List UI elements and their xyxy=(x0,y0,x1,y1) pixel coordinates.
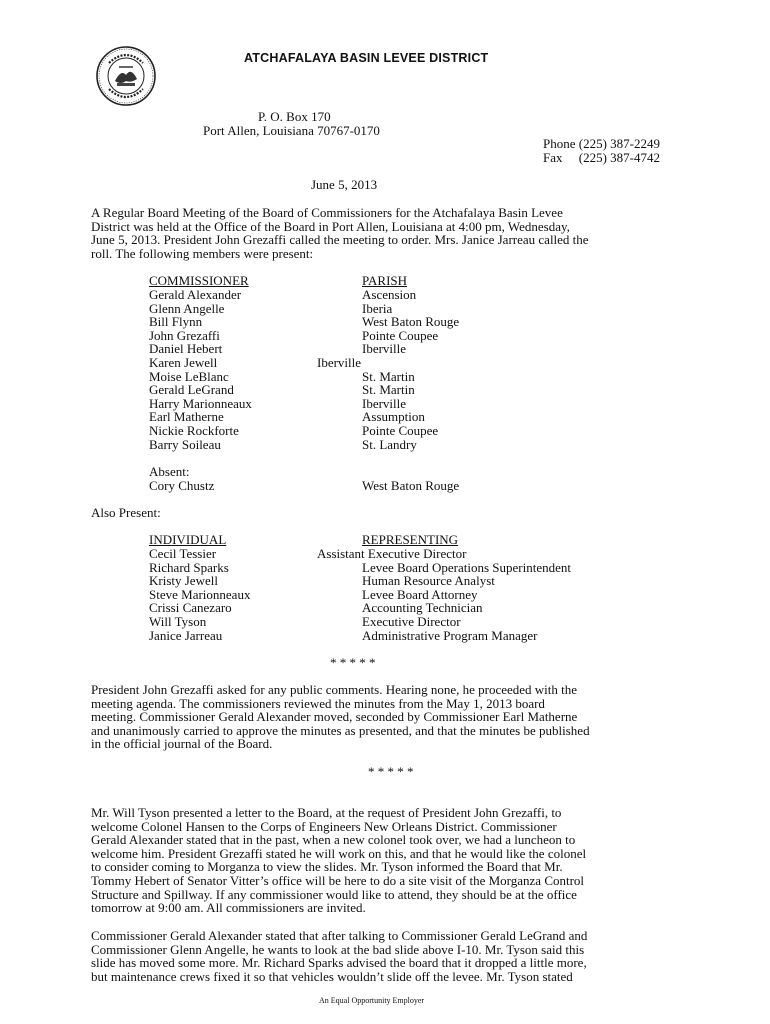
commissioner-parish: St. Landry xyxy=(362,436,417,452)
footer-text: An Equal Opportunity Employer xyxy=(319,996,425,1005)
commissioner-parish: Iberia xyxy=(362,300,393,316)
commissioner-parish: West Baton Rouge xyxy=(362,314,460,330)
commissioner-name: John Grezaffi xyxy=(149,327,220,343)
commissioner-parish: Iberville xyxy=(362,395,407,411)
commissioner-name: Harry Marionneaux xyxy=(149,395,252,411)
fax-number: Fax (225) 387-4742 xyxy=(543,150,660,165)
commissioner-name: Gerald Alexander xyxy=(149,287,242,302)
address-line-2: Port Allen, Louisiana 70767-0170 xyxy=(203,123,380,138)
public-comments-paragraph: President John Grezaffi asked for any public comments. Hearing none, he proceeded with the meeting agenda. The commissioners reviewed the minutes from the May 1, 2013 board meeting. Commissioner Gerald Alexander moved, seconded by Commissioner Earl Matherne and unanimously carried to approve the minutes as presented, and that the minutes be published in the official journal of the Board. xyxy=(91,682,590,752)
slide-discussion-paragraph: Commissioner Gerald Alexander stated that after talking to Commissioner Gerald LeGrand and Commissioner Glenn Angelle, he wants to look at the bad slide above I-10. Mr. Tyson said this slide has moved some more. Mr. Richard Sparks advised the board that it dropped a little more, but maintenance crews fixed it so that vehicles wouldn’t slide off the levee. Mr. Tyson stated xyxy=(91,928,588,984)
absent-name: Cory Chustz xyxy=(149,478,215,493)
attendee-name: Janice Jarreau xyxy=(149,627,223,643)
commissioner-name: Gerald LeGrand xyxy=(149,382,234,398)
also-present-label: Also Present: xyxy=(91,505,161,520)
attendee-role: Levee Board Operations Superintendent xyxy=(362,559,572,575)
attendee-role: Accounting Technician xyxy=(362,600,483,616)
attendee-role: Assistant Executive Director xyxy=(317,546,467,561)
commissioner-name: Karen Jewell xyxy=(149,355,218,370)
attendee-name: Steve Marionneaux xyxy=(149,586,251,602)
commissioner-parish: Assumption xyxy=(362,409,425,425)
attendee-name: Richard Sparks xyxy=(149,559,229,575)
absent-label: Absent: xyxy=(149,464,190,479)
representing-column-header: REPRESENTING xyxy=(362,532,459,547)
commissioner-name: Daniel Hebert xyxy=(149,341,223,357)
commissioner-parish: St. Martin xyxy=(362,382,415,398)
section-separator: * * * * * xyxy=(368,764,414,779)
attendee-name: Cecil Tessier xyxy=(149,546,217,561)
attendee-role: Human Resource Analyst xyxy=(362,573,495,589)
phone-number: Phone (225) 387-2249 xyxy=(543,136,660,151)
commissioner-parish: St. Martin xyxy=(362,368,415,384)
commissioner-name: Nickie Rockforte xyxy=(149,423,239,438)
commissioner-parish: Iberville xyxy=(317,355,362,370)
parish-column-header: PARISH xyxy=(362,273,408,288)
state-seal-logo xyxy=(95,45,157,107)
commissioner-name: Earl Matherne xyxy=(149,409,224,425)
attendee-name: Crissi Canezaro xyxy=(149,600,232,616)
commissioner-name: Barry Soileau xyxy=(149,436,221,452)
intro-paragraph: A Regular Board Meeting of the Board of Commissioners for the Atchafalaya Basin Levee District was held at the Office of the Board in Port Allen, Louisiana at 4:00 pm, Wednesday, June 5, 2013. President John Grezaffi called the meeting to order. Mrs. Janice Jarreau called the roll. The following members were present: xyxy=(91,205,589,261)
commissioner-name: Moise LeBlanc xyxy=(149,368,229,384)
section-separator: * * * * * xyxy=(330,655,376,670)
absent-parish: West Baton Rouge xyxy=(362,478,460,493)
individual-column-header: INDIVIDUAL xyxy=(149,532,227,547)
attendee-role: Executive Director xyxy=(362,614,461,629)
attendee-role: Levee Board Attorney xyxy=(362,586,478,602)
attendee-name: Kristy Jewell xyxy=(149,573,218,589)
colonel-welcome-paragraph: Mr. Will Tyson presented a letter to the Board, at the request of President John Grezaffi, to welcome Colonel Hansen to the Corps of Engineers New Orleans District. Commissioner Gerald Alexander stated that in the past, when a new colonel took over, we had a luncheon to welcome him. President Grezaffi stated he will work on this, and that he would like the colonel to consider coming to Morganza to view the slides. Mr. Tyson informed the Board that Mr. Tommy Hebert of Senator Vitter’s office will be here to do a site visit of the Morganza Control Structure and Spillway. If any commissioner would like to attend, they should be at the office tomorrow at 9:00 am. All commissioners are invited. xyxy=(91,805,587,916)
commissioner-parish: Pointe Coupee xyxy=(362,423,439,438)
attendee-role: Administrative Program Manager xyxy=(362,627,538,643)
organization-title: ATCHAFALAYA BASIN LEVEE DISTRICT xyxy=(244,51,489,65)
commissioner-name: Glenn Angelle xyxy=(149,300,225,316)
commissioner-column-header: COMMISSIONER xyxy=(149,273,249,288)
commissioner-parish: Iberville xyxy=(362,341,407,357)
meeting-date: June 5, 2013 xyxy=(311,177,378,192)
commissioner-parish: Pointe Coupee xyxy=(362,327,439,343)
commissioner-name: Bill Flynn xyxy=(149,314,203,330)
address-line-1: P. O. Box 170 xyxy=(258,109,331,124)
commissioner-parish: Ascension xyxy=(362,287,417,302)
attendee-name: Will Tyson xyxy=(149,614,207,629)
